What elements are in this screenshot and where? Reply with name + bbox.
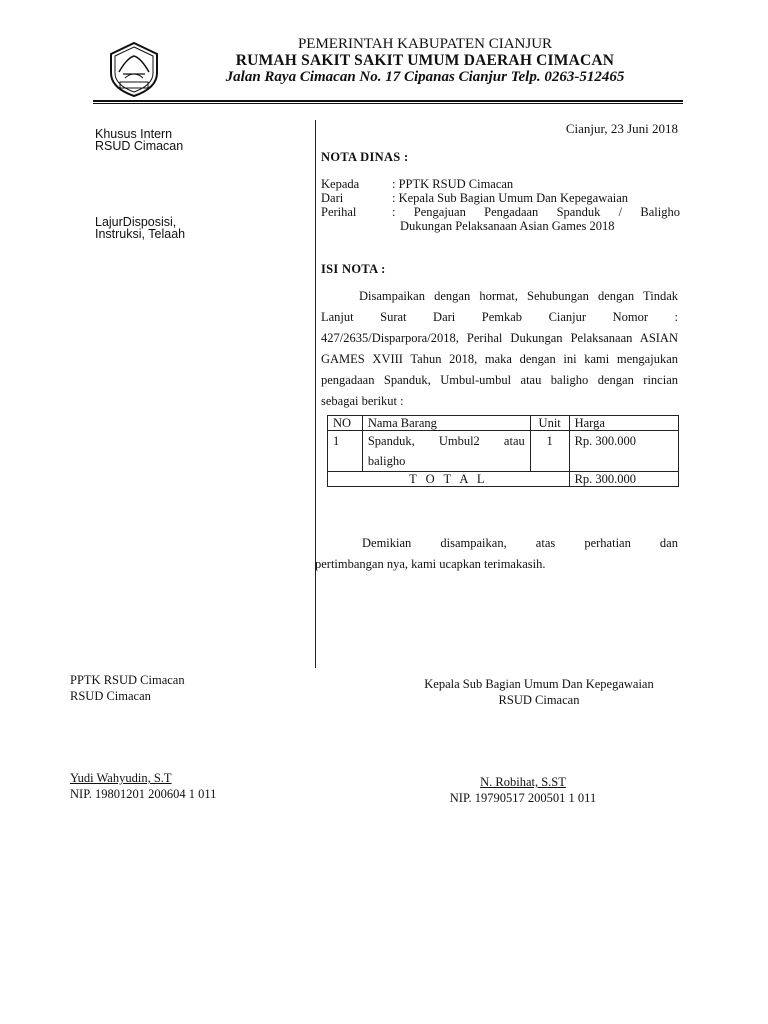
- regency-crest-icon: [105, 40, 163, 98]
- total-value: Rp. 300.000: [569, 472, 678, 487]
- signature-right-titles: [398, 676, 680, 708]
- memo-body-text: Disampaikan dengan hormat, Sehubungan dengan Tindak Lanjut Surat Dari Pemkab Cianjur Nomor : 427/2635/Disparpora/2018, Perihal Dukungan Pelaksanaan ASIAN GAMES XVIII Tahun 2018, maka dengan ini kami mengajukan pengadaan Spanduk, Umbul-umbul atau baligho dengan rincian sebagai berikut :: [321, 289, 678, 408]
- to-value: : PPTK RSUD Cimacan: [392, 177, 514, 191]
- letterhead-address: Jalan Raya Cimacan No. 17 Cipanas Cianjur Telp. 0263-512465: [225, 69, 625, 85]
- from-value: : Kepala Sub Bagian Umum Dan Kepegawaian: [392, 191, 629, 205]
- content-title: ISI NOTA :: [321, 262, 386, 276]
- sidebar-intern-note: [95, 128, 183, 152]
- total-label: T O T A L: [328, 472, 570, 487]
- subject-label: Perihal: [321, 205, 357, 219]
- row-name: [362, 431, 530, 472]
- row-price: Rp. 300.000: [569, 431, 678, 472]
- sidebar-intern-line1: Khusus Intern: [95, 127, 173, 141]
- row-unit: 1: [530, 431, 569, 472]
- signature-left: [70, 770, 216, 802]
- memo-body: [321, 286, 678, 412]
- right-nip: NIP. 19790517 200501 1 011: [449, 791, 597, 805]
- header-unit: Unit: [530, 416, 569, 431]
- table-total-row: [328, 472, 679, 487]
- right-title2: RSUD Cimacan: [498, 693, 580, 707]
- left-nip: NIP. 19801201 200604 1 011: [70, 787, 217, 801]
- memo-date: Cianjur, 23 Juni 2018: [565, 121, 678, 136]
- to-label: Kepada: [321, 177, 360, 191]
- memo-title: NOTA DINAS :: [321, 150, 409, 164]
- sidebar-intern-line2: RSUD Cimacan: [95, 139, 184, 153]
- left-name: Yudi Wahyudin, S.T: [70, 771, 172, 785]
- right-title1: Kepala Sub Bagian Umum Dan Kepegawaian: [424, 677, 654, 691]
- signature-right: [398, 774, 648, 806]
- sidebar-disposition-note: [95, 216, 185, 240]
- column-divider: [315, 120, 316, 668]
- row-name-line2: baligho: [367, 454, 406, 468]
- subject-value-line1: : Pengajuan Pengadaan Spanduk / Baligho: [392, 205, 680, 219]
- right-name: N. Robihat, S.ST: [480, 775, 566, 789]
- letterhead-hospital: RUMAH SAKIT SAKIT UMUM DAERAH CIMACAN: [235, 52, 615, 69]
- header-price: Harga: [569, 416, 678, 431]
- header-no: NO: [328, 416, 363, 431]
- sidebar-disp-line2: Instruksi, Telaah: [95, 227, 186, 241]
- row-no: 1: [328, 431, 363, 472]
- memo-closing: [315, 533, 678, 575]
- header-name: Nama Barang: [362, 416, 530, 431]
- left-title2: RSUD Cimacan: [70, 689, 151, 703]
- closing-line1: Demikian disampaikan, atas perhatian dan: [362, 536, 678, 550]
- letterhead-government: PEMERINTAH KABUPATEN CIANJUR: [297, 36, 553, 52]
- items-table: [327, 415, 679, 487]
- from-label: Dari: [321, 191, 344, 205]
- left-title1: PPTK RSUD Cimacan: [70, 673, 185, 687]
- subject-value-line2: Dukungan Pelaksanaan Asian Games 2018: [400, 219, 615, 233]
- table-row: [328, 431, 679, 472]
- letterhead-divider: [93, 100, 683, 104]
- table-header-row: [328, 416, 679, 431]
- closing-line2: pertimbangan nya, kami ucapkan terimakasih.: [315, 557, 546, 571]
- sidebar-disp-line1: LajurDisposisi,: [95, 215, 177, 229]
- row-name-line1: Spanduk, Umbul2 atau: [367, 434, 525, 448]
- signature-left-titles: [70, 672, 185, 704]
